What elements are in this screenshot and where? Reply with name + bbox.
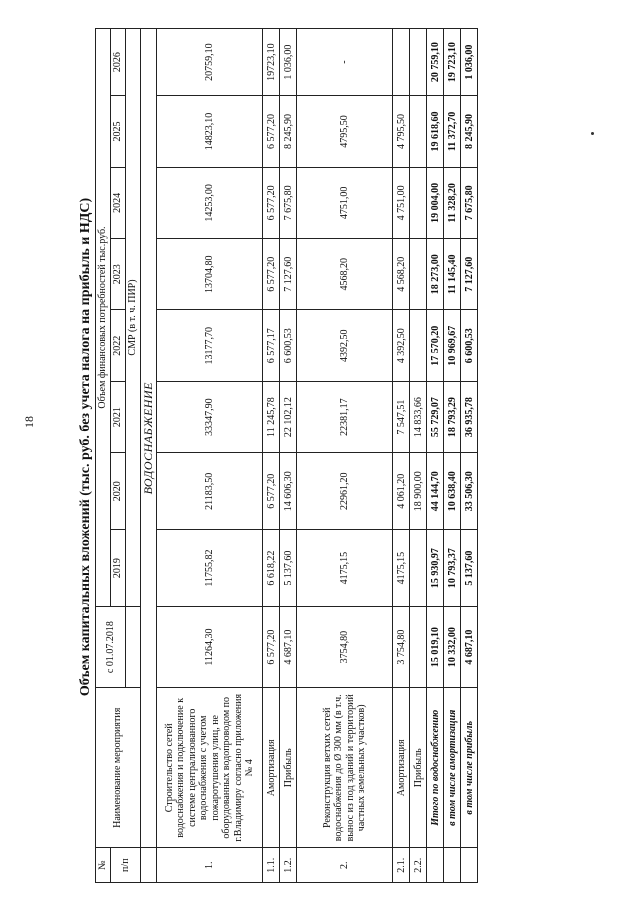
cell-value: 4392,50 <box>297 310 393 381</box>
cell-value: 44 144,70 <box>427 453 444 530</box>
row-name: Амортизация <box>393 688 410 848</box>
cell-value: 8 245,90 <box>280 96 297 167</box>
subheader-smr: СМР (в т. ч. ПИР) <box>126 29 141 607</box>
cell-value: 6 577,20 <box>263 167 280 238</box>
cell-value: 7 127,60 <box>461 239 478 310</box>
cell-value: 20 759,10 <box>427 29 444 96</box>
cell-value: 22 102,12 <box>280 381 297 452</box>
row-name: Реконструкция ветхих сетей водоснабжения до Ø 300 мм (в т.ч. вынос из под зданий и территорий частных земельных участков) <box>297 688 393 848</box>
cell-value: 33 506,30 <box>461 453 478 530</box>
cell-value: 22381,17 <box>297 381 393 452</box>
table-row <box>410 29 427 883</box>
table-row <box>444 29 461 883</box>
cell-value: 10 793,37 <box>444 530 461 607</box>
cell-value <box>410 607 427 688</box>
cell-value: 4175,15 <box>297 530 393 607</box>
cell-value <box>410 96 427 167</box>
cell-value: 4 751,00 <box>393 167 410 238</box>
row-name: в том числе амортизация <box>444 688 461 848</box>
header-year-start: с 01.07.2018 <box>96 607 126 688</box>
cell-value: 4175,15 <box>393 530 410 607</box>
cell-value <box>410 239 427 310</box>
header-year: 2022 <box>111 310 126 381</box>
cell-value: 6 577,20 <box>263 96 280 167</box>
cell-value: 10 969,67 <box>444 310 461 381</box>
header-year: 2026 <box>111 29 126 96</box>
row-name: Строительство сетей водоснабжения и подключение к системе централизованного водоснабжения с учетом пожаротушения улиц, не оборудованных водопроводом по г.Владимиру согласно приложения № 4 <box>157 688 263 848</box>
cell-value: 13704,80 <box>157 239 263 310</box>
cell-value: 6 577,20 <box>263 239 280 310</box>
document-title: Объем капитальных вложений (тыс. руб. без учета налога на прибыль и НДС) <box>78 197 93 697</box>
cell-value: 11264,30 <box>157 607 263 688</box>
cell-value: 14 606,30 <box>280 453 297 530</box>
header-year: 2024 <box>111 167 126 238</box>
row-number: 2.2. <box>410 848 427 883</box>
cell-value: 19723,10 <box>263 29 280 96</box>
cell-value: 4 687,10 <box>280 607 297 688</box>
cell-value: 11 145,40 <box>444 239 461 310</box>
rotated-table-container <box>95 28 512 883</box>
row-number <box>461 848 478 883</box>
table-row <box>157 29 263 883</box>
row-number: 2.1. <box>393 848 410 883</box>
row-name: в том числе прибыль <box>461 688 478 848</box>
table-row <box>393 29 410 883</box>
cell-value: 4 392,50 <box>393 310 410 381</box>
cell-value: 17 570,20 <box>427 310 444 381</box>
cell-value: 4 061,20 <box>393 453 410 530</box>
cell-value: 55 729,07 <box>427 381 444 452</box>
cell-value: 19 618,60 <box>427 96 444 167</box>
capital-investment-table <box>95 28 478 883</box>
cell-value: 15 930,97 <box>427 530 444 607</box>
cell-value <box>410 167 427 238</box>
cell-value: 7 547,51 <box>393 381 410 452</box>
header-group: Объем финансовых потребностей тыс.руб. <box>96 29 111 607</box>
cell-value: 4 568,20 <box>393 239 410 310</box>
cell-value: 5 137,60 <box>461 530 478 607</box>
cell-value: 5 137,60 <box>280 530 297 607</box>
section-title: ВОДОСНАБЖЕНИЕ <box>140 29 157 848</box>
row-number: 2. <box>297 848 393 883</box>
cell-value: 18 900,00 <box>410 453 427 530</box>
cell-value: 3 754,80 <box>393 607 410 688</box>
row-name: Прибыль <box>410 688 427 848</box>
row-number: 1.1. <box>263 848 280 883</box>
table-row <box>263 29 280 883</box>
cell-value <box>410 530 427 607</box>
cell-value: 36 935,78 <box>461 381 478 452</box>
row-name: Прибыль <box>280 688 297 848</box>
cell-value <box>393 29 410 96</box>
row-number: 1. <box>157 848 263 883</box>
header-year: 2020 <box>111 453 126 530</box>
cell-value: 4568,20 <box>297 239 393 310</box>
cell-value: 15 019,10 <box>427 607 444 688</box>
table-row <box>280 29 297 883</box>
cell-value: 13177,70 <box>157 310 263 381</box>
cell-value: 3754,80 <box>297 607 393 688</box>
header-name: Наименование мероприятия <box>96 688 141 848</box>
table-row <box>427 29 444 883</box>
cell-value <box>410 310 427 381</box>
cell-value: 19 723,10 <box>444 29 461 96</box>
page-number: 18 <box>22 416 36 428</box>
cell-value: 14253,00 <box>157 167 263 238</box>
header-no-pp: п/п <box>111 848 141 883</box>
cell-value: 11 372,70 <box>444 96 461 167</box>
cell-value: 1 036,00 <box>280 29 297 96</box>
row-number: 1.2. <box>280 848 297 883</box>
header-year: 2023 <box>111 239 126 310</box>
cell-value: 19 004,00 <box>427 167 444 238</box>
cell-value: 18 273,00 <box>427 239 444 310</box>
table-row <box>297 29 393 883</box>
cell-value: 11 245,78 <box>263 381 280 452</box>
cell-value: 10 638,40 <box>444 453 461 530</box>
cell-value: 18 793,29 <box>444 381 461 452</box>
cell-value: 22961,20 <box>297 453 393 530</box>
cell-value: 4751,00 <box>297 167 393 238</box>
cell-value: 21183,50 <box>157 453 263 530</box>
cell-value: 6 577,17 <box>263 310 280 381</box>
cell-value: 33347,90 <box>157 381 263 452</box>
cell-value: 20759,10 <box>157 29 263 96</box>
cell-value: 14 833,66 <box>410 381 427 452</box>
header-year: 2021 <box>111 381 126 452</box>
header-year: 2025 <box>111 96 126 167</box>
cell-value: 4795,50 <box>297 96 393 167</box>
cell-value: 14823,10 <box>157 96 263 167</box>
cell-value: 7 127,60 <box>280 239 297 310</box>
header-no: № <box>96 848 111 883</box>
row-number <box>427 848 444 883</box>
row-name: Амортизация <box>263 688 280 848</box>
cell-value: 4 687,10 <box>461 607 478 688</box>
scan-dot <box>591 132 594 135</box>
cell-value: 6 577,20 <box>263 453 280 530</box>
cell-value: 6 600,53 <box>280 310 297 381</box>
row-number <box>444 848 461 883</box>
header-year: 2019 <box>111 530 126 607</box>
cell-value: 6 618,22 <box>263 530 280 607</box>
cell-value: 4 795,50 <box>393 96 410 167</box>
cell-value: 6 600,53 <box>461 310 478 381</box>
cell-value: 11755,82 <box>157 530 263 607</box>
row-name: Итого по водоснабжению <box>427 688 444 848</box>
cell-value: 6 577,20 <box>263 607 280 688</box>
table-row <box>461 29 478 883</box>
cell-value: 1 036,00 <box>461 29 478 96</box>
cell-value: 8 245,90 <box>461 96 478 167</box>
cell-value <box>410 29 427 96</box>
cell-value: 11 328,20 <box>444 167 461 238</box>
cell-value: - <box>297 29 393 96</box>
cell-value: 10 332,00 <box>444 607 461 688</box>
cell-value: 7 675,80 <box>280 167 297 238</box>
cell-value: 7 675,80 <box>461 167 478 238</box>
